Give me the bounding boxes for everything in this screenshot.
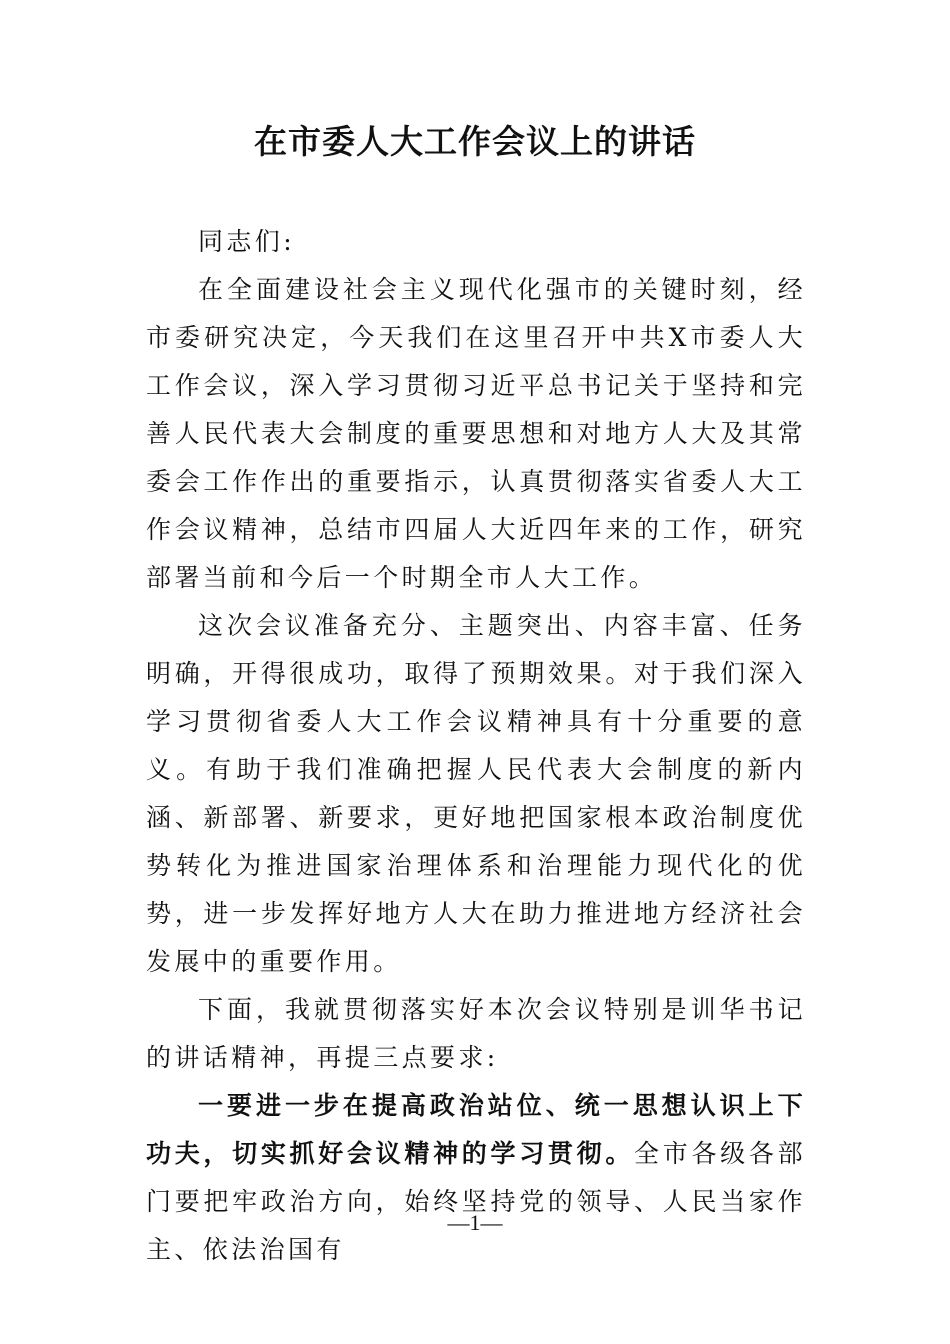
document-title: 在市委人大工作会议上的讲话	[254, 122, 696, 161]
page-number: —1—	[447, 1210, 503, 1235]
paragraph-meeting-summary: 这次会议准备充分、主题突出、内容丰富、任务明确，开得很成功，取得了预期效果。对于我们深入学习贯彻省委人大工作会议精神具有十分重要的意义。有助于我们准确把握人民代表大会制度的新内涵、新部署、新要求，更好地把国家根本政治制度优势转化为推进国家治理体系和治理能力现代化的优势，进一步发挥好地方人大在助力推进地方经济社会发展中的重要作用。	[146, 611, 806, 976]
paragraph-opening: 在全面建设社会主义现代化强市的关键时刻，经市委研究决定，今天我们在这里召开中共X市委人大工作会议，深入学习贯彻习近平总书记关于坚持和完善人民代表大会制度的重要思想和对地方人大及其常委会工作作出的重要指示，认真贯彻落实省委人大工作会议精神，总结市四届人大近四年来的工作，研究部署当前和今后一个时期全市人大工作。	[146, 275, 806, 592]
paragraph-point-one	[146, 1082, 806, 1274]
point-one-heading: 一要进一步在提高政治站位、统一思想认识上下功夫，切实抓好会议精神的学习贯彻。	[146, 1091, 806, 1168]
greeting: 同志们:	[198, 227, 296, 256]
paragraph-requirements-intro: 下面，我就贯彻落实好本次会议特别是训华书记的讲话精神，再提三点要求:	[146, 995, 806, 1072]
point-one-text: 全市各级各部门要把牢政治方向，始终坚持党的领导、人民当家作主、依法治国有	[146, 1139, 806, 1264]
document-body	[146, 218, 806, 1274]
